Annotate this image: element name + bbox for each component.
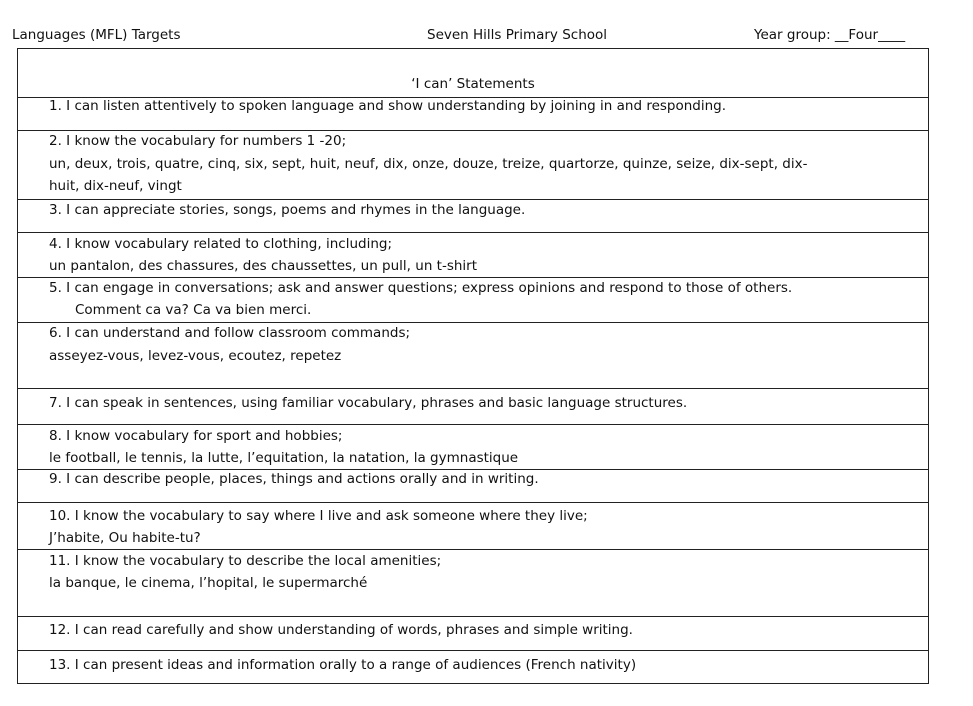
table-row [18, 651, 928, 683]
statement-line: 3. I can appreciate stories, songs, poems and rhymes in the language. [49, 202, 526, 218]
table-row [18, 131, 928, 200]
statement-detail-line: la banque, le cinema, l’hopital, le supermarché [49, 575, 368, 591]
table-row [18, 323, 928, 389]
statement-detail-line: Comment ca va? Ca va bien merci. [75, 302, 312, 318]
statement-line: 9. I can describe people, places, things and actions orally and in writing. [49, 471, 539, 487]
table-row [18, 233, 928, 278]
table-row [18, 550, 928, 617]
statement-detail-line: huit, dix-neuf, vingt [49, 178, 182, 194]
year-group: Year group: __Four____ [754, 27, 906, 43]
table-title: ‘I can’ Statements [411, 76, 535, 92]
statement-detail-line: un, deux, trois, quatre, cinq, six, sept, huit, neuf, dix, onze, douze, treize, quartorze, quinze, seize, dix-sept, dix- [49, 156, 808, 172]
table-row [18, 503, 928, 550]
statement-detail-line: le football, le tennis, la lutte, l’equitation, la natation, la gymnastique [49, 450, 519, 466]
document-header [0, 25, 973, 45]
statement-line: 4. I know vocabulary related to clothing, including; [49, 236, 392, 252]
statement-detail-line: asseyez-vous, levez-vous, ecoutez, repetez [49, 348, 342, 364]
statement-detail-line: un pantalon, des chassures, des chaussettes, un pull, un t-shirt [49, 258, 478, 274]
statement-line: 8. I know vocabulary for sport and hobbies; [49, 428, 343, 444]
table-title-row [18, 49, 928, 98]
statement-line: 2. I know the vocabulary for numbers 1 -20; [49, 133, 347, 149]
table-row [18, 389, 928, 425]
table-row [18, 470, 928, 503]
statement-line: 13. I can present ideas and information orally to a range of audiences (French nativity) [49, 657, 637, 673]
statement-line: 12. I can read carefully and show understanding of words, phrases and simple writing. [49, 622, 633, 638]
table-row [18, 98, 928, 131]
statement-line: 7. I can speak in sentences, using familiar vocabulary, phrases and basic language structures. [49, 395, 688, 411]
statement-line: 10. I know the vocabulary to say where I live and ask someone where they live; [49, 508, 588, 524]
statement-detail-line: J’habite, Ou habite-tu? [49, 530, 201, 546]
school-name: Seven Hills Primary School [427, 27, 608, 43]
statement-line: 11. I know the vocabulary to describe the local amenities; [49, 553, 442, 569]
table-row [18, 617, 928, 651]
targets-table [17, 48, 929, 684]
statement-line: 5. I can engage in conversations; ask and answer questions; express opinions and respond to those of others. [49, 280, 793, 296]
statement-line: 1. I can listen attentively to spoken language and show understanding by joining in and responding. [49, 98, 727, 114]
document-subject: Languages (MFL) Targets [12, 27, 181, 43]
statement-line: 6. I can understand and follow classroom commands; [49, 325, 411, 341]
table-row [18, 425, 928, 470]
table-row [18, 200, 928, 233]
table-row [18, 278, 928, 323]
